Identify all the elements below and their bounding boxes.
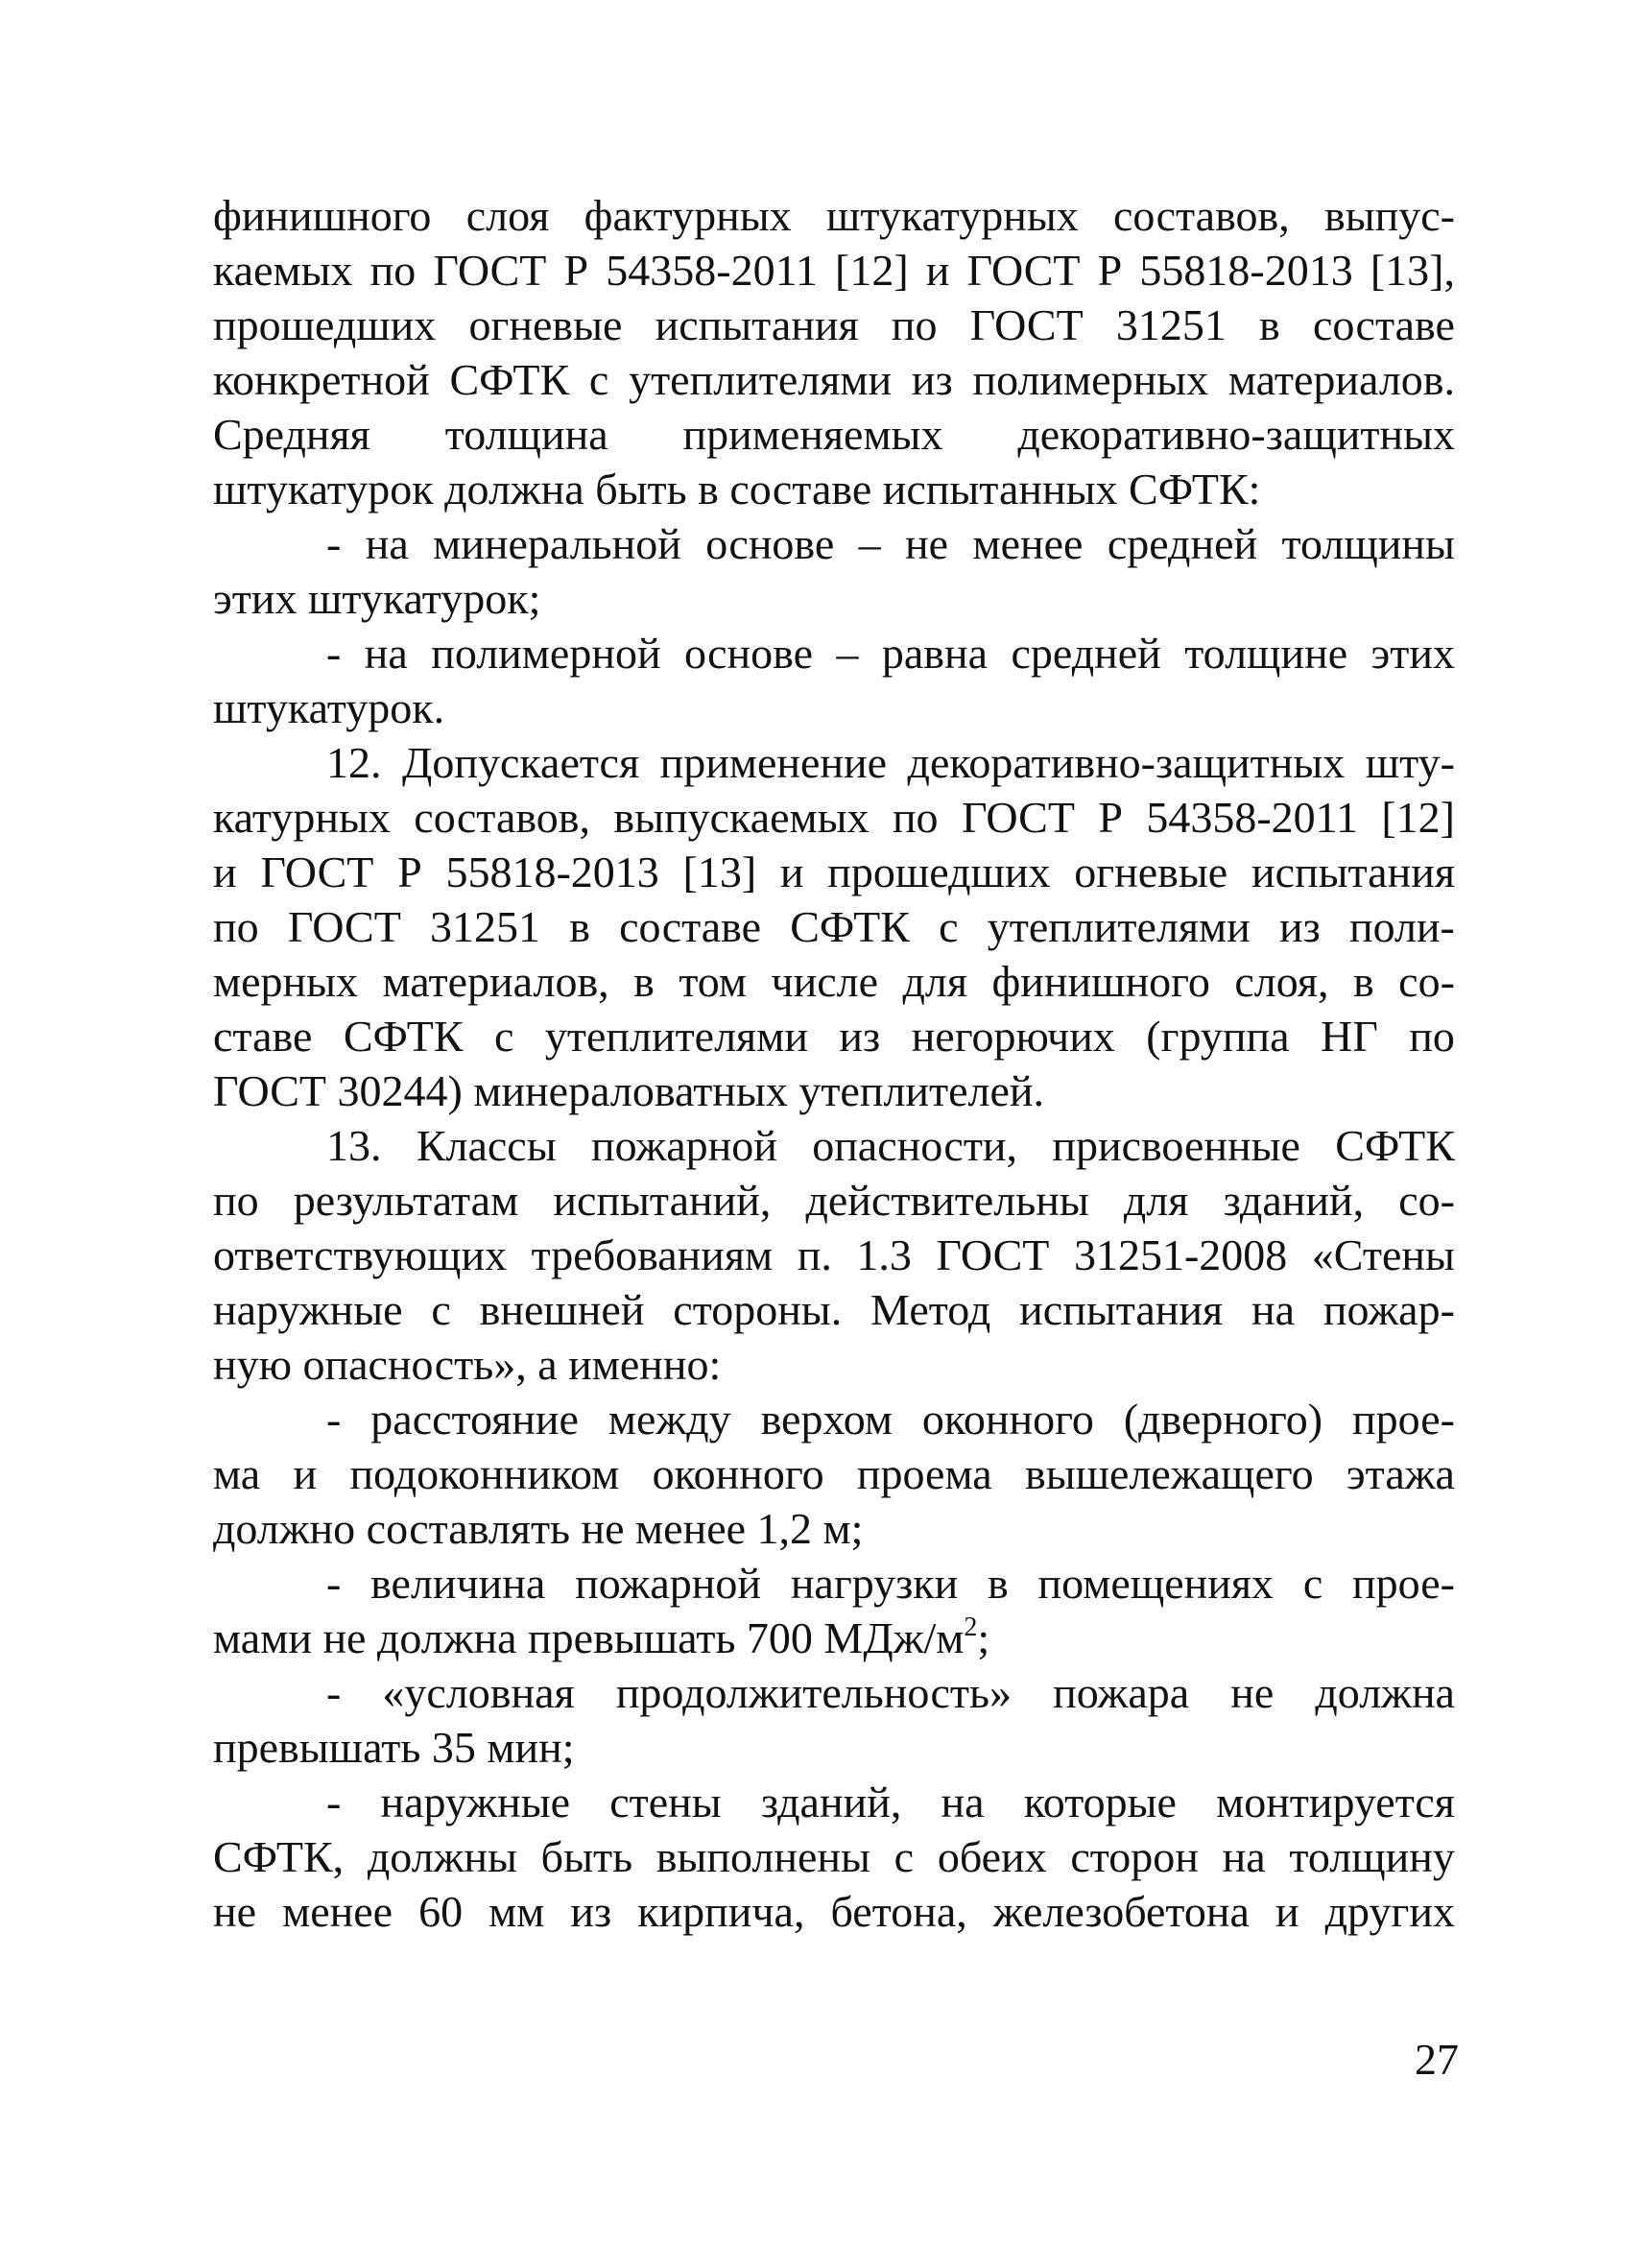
word: ГОСТ [961,793,1075,842]
word: слоя, [1234,957,1329,1006]
word: - [326,519,342,568]
word: (дверного) [1123,1395,1323,1444]
text-line [213,188,1455,243]
word: выпус- [1323,191,1455,240]
word: по [213,1176,259,1225]
text-line: штукатурок. [213,683,445,732]
word: 55818-2013 [445,848,659,896]
word: «Стены [1311,1230,1455,1279]
word: и [779,848,804,896]
page-number: 27 [1415,2035,1459,2084]
word: с [939,902,959,951]
word: применение [659,738,888,787]
word: не [1230,1668,1275,1717]
word: в [988,1559,1009,1608]
word: штукатурных [825,191,1079,240]
text-line [213,954,1455,1009]
word: прошедших [827,848,1051,896]
word: по [891,300,938,349]
word: материалов. [1227,355,1455,404]
word: 31251-2008 [1073,1230,1288,1279]
word: менее [972,519,1084,568]
word: составов, [414,793,590,842]
word: ГОСТ [936,1230,1050,1279]
word: составе [1312,300,1455,349]
text-line: этих штукатурок; [213,574,541,623]
word: - [326,1778,342,1826]
superscript: 2 [964,1611,978,1642]
word: должна [1315,1668,1455,1717]
word: СФТК [449,355,570,404]
text-line [213,298,1455,352]
word: - [326,1395,342,1444]
text-line [213,1884,1455,1939]
word: и [213,848,237,896]
word: полимерных [972,355,1209,404]
word: средней [1107,519,1258,568]
word: огневые [468,300,623,349]
word: наружные [380,1778,571,1826]
word: для [902,957,968,1006]
word: стороны. [673,1285,843,1334]
word: по [213,902,259,951]
word: присвоенные [1052,1121,1300,1170]
text-line [213,845,1455,899]
word: средней [1011,629,1161,678]
word: на [941,1778,985,1826]
word: [13] [682,848,757,896]
text-line: ную опасность», а именно: [213,1340,722,1389]
text-line: превышать 35 мин; [213,1723,575,1772]
word: НГ [1320,1012,1378,1061]
word: не [905,519,949,568]
word: из [570,1887,612,1936]
text-line: ГОСТ 30244) минераловатных утеплителей. [213,1066,1045,1115]
word: финишного [213,191,432,240]
word: [12] [835,246,909,295]
word: из [839,1012,881,1061]
text-line [213,352,1455,407]
text-line [213,1118,1455,1173]
word: прое- [1352,1559,1455,1608]
word: и [925,246,950,295]
text-line [213,1446,1455,1501]
word: пожар- [1322,1285,1455,1334]
word: прошедших [213,300,437,349]
word: с [1302,1559,1323,1608]
text-line [213,1829,1455,1884]
text-line: мами не должна превышать 700 МДж/$м^2$; [213,1611,990,1662]
word: по [1409,1012,1455,1061]
word: нагрузки [790,1559,959,1608]
word: 54358-2011 [606,246,818,295]
word: менее [282,1887,393,1936]
word: декоративно-защитных [1017,410,1455,459]
word: с [588,355,609,404]
text-line [213,243,1455,298]
word: 1.3 [856,1230,912,1279]
word: огневые [1074,848,1228,896]
word: утеплителями [629,355,893,404]
text-line [213,1228,1455,1282]
word: на [1222,1832,1266,1881]
word: испытания [1251,848,1455,896]
text-line [213,1775,1455,1829]
word: мерных [213,957,359,1006]
word: пожарной [575,1559,762,1608]
word: мм [488,1887,545,1936]
word: Р [563,246,589,295]
word: слоя [465,191,550,240]
word: основе [705,519,835,568]
text-line: должно составлять не менее 1,2 м; [213,1504,864,1553]
word: негорючих [911,1012,1115,1061]
word: оконного [652,1449,824,1498]
word: [12] [1381,793,1455,842]
word: железобетона [992,1887,1250,1936]
word: 54358-2011 [1146,793,1358,842]
word: и [1275,1887,1299,1936]
word: Средняя [213,410,370,459]
word: зданий, [760,1778,902,1826]
word: полимерной [431,629,661,678]
word: помещениях [1037,1559,1275,1608]
word: с [431,1285,451,1334]
text-line [213,1282,1455,1337]
word: 60 [418,1887,464,1936]
word: из [1278,902,1321,951]
word: ГОСТ [260,848,374,896]
word: кирпича, [637,1887,805,1936]
text-line [213,1009,1455,1063]
word: поли- [1348,902,1455,951]
word: 31251 [1115,300,1227,349]
word: по [369,246,417,295]
word: СФТК [790,902,910,951]
word: испытания [1019,1285,1224,1334]
word: выполнены [655,1832,870,1881]
word: ма [213,1449,261,1498]
word: декоративно-защитных [907,738,1346,787]
word: «условная [382,1668,575,1717]
word: с [493,1012,514,1061]
word: катурных [213,793,391,842]
word: с [893,1832,915,1881]
word: ставе [213,1012,313,1061]
text-line [213,1392,1455,1446]
word: конкретной [213,355,430,404]
word: финишного [991,957,1210,1006]
word: 55818-2013 [1139,246,1353,295]
word: расстояние [370,1395,579,1444]
word: шту- [1365,738,1455,787]
text-line [213,1173,1455,1228]
word: со- [1398,957,1455,1006]
word: Р [1098,793,1123,842]
word: и [293,1449,318,1498]
word: между [608,1395,731,1444]
word: Классы [416,1121,557,1170]
word: основе [683,629,814,678]
word: стены [609,1778,722,1826]
text-line [213,1665,1455,1720]
word: этих [1370,629,1455,678]
word: результатам [293,1176,519,1225]
word: из [911,355,953,404]
word: на [365,519,409,568]
word: бетона, [830,1887,967,1936]
word: по [892,793,939,842]
word: других [1324,1887,1455,1936]
word: ГОСТ [966,246,1081,295]
word: подоконником [349,1449,620,1498]
word: в [633,957,655,1006]
word: действительны [805,1176,1089,1225]
word: оконного [921,1395,1094,1444]
word: ГОСТ [287,902,401,951]
word: Р [1097,246,1123,295]
word: - [326,1668,342,1717]
text-line [213,407,1455,462]
text-line: штукатурок должна быть в составе испытанных СФТК: [213,465,1261,513]
word: Допускается [401,738,640,787]
word: фактурных [584,191,792,240]
word: сторон [1070,1832,1199,1881]
word: 12. [326,738,382,787]
word: величина [370,1559,546,1608]
word: ответствующих [213,1230,508,1279]
word: 31251 [430,902,541,951]
word: которые [1023,1778,1177,1826]
word: верхом [760,1395,893,1444]
word: испытания [655,300,859,349]
word: пожара [1053,1668,1190,1717]
word: быть [540,1832,633,1881]
word: в [1259,300,1280,349]
word: в [1352,957,1374,1006]
word: не [213,1887,257,1936]
word: СФТК [1335,1121,1455,1170]
word: Метод [870,1285,991,1334]
text-line [213,626,1455,680]
word: ГОСТ [969,300,1084,349]
word: - [326,1559,342,1608]
body-text [213,188,1455,1939]
word: минеральной [433,519,681,568]
word: для [1123,1176,1189,1225]
word: п. [797,1230,832,1279]
word: Р [397,848,422,896]
word: каемых [213,246,353,295]
word: толщина [444,410,608,459]
word: наружные [213,1285,403,1334]
word: составов, [1113,191,1290,240]
word: СФТК [343,1012,464,1061]
word: должны [367,1832,517,1881]
word: – [858,519,881,568]
text-line [213,899,1455,954]
word: толщину [1289,1832,1455,1881]
word: требованиям [531,1230,774,1279]
word: пожарной [590,1121,777,1170]
word: со- [1398,1176,1455,1225]
word: утеплителями [544,1012,808,1061]
text-line [213,735,1455,790]
word: составе [619,902,762,951]
word: прое- [1352,1395,1455,1444]
word: применяемых [682,410,943,459]
word: выпускаемых [613,793,870,842]
word: утеплителями [987,902,1251,951]
word: - [326,629,342,678]
word: ГОСТ [433,246,547,295]
text-line [213,1556,1455,1611]
word: проема [856,1449,992,1498]
word: продолжительность» [615,1668,1012,1717]
word: – [836,629,859,678]
word: на [1251,1285,1296,1334]
word: том [679,957,748,1006]
word: числе [771,957,879,1006]
text-line [213,516,1455,571]
word: равна [881,629,989,678]
word: обеих [937,1832,1047,1881]
word: [13], [1370,246,1455,295]
word: внешней [479,1285,645,1334]
word: 13. [326,1121,382,1170]
word: материалов, [382,957,609,1006]
word: испытаний, [553,1176,772,1225]
word: толщины [1281,519,1455,568]
word: толщине [1184,629,1348,678]
text-line [213,790,1455,845]
word: на [364,629,408,678]
word: в [569,902,590,951]
word: вышележащего [1025,1449,1314,1498]
word: зданий, [1223,1176,1365,1225]
word: монтируется [1216,1778,1455,1826]
word: опасности, [812,1121,1018,1170]
word: этажа [1346,1449,1455,1498]
word: СФТК, [213,1832,345,1881]
word: (группа [1146,1012,1290,1061]
